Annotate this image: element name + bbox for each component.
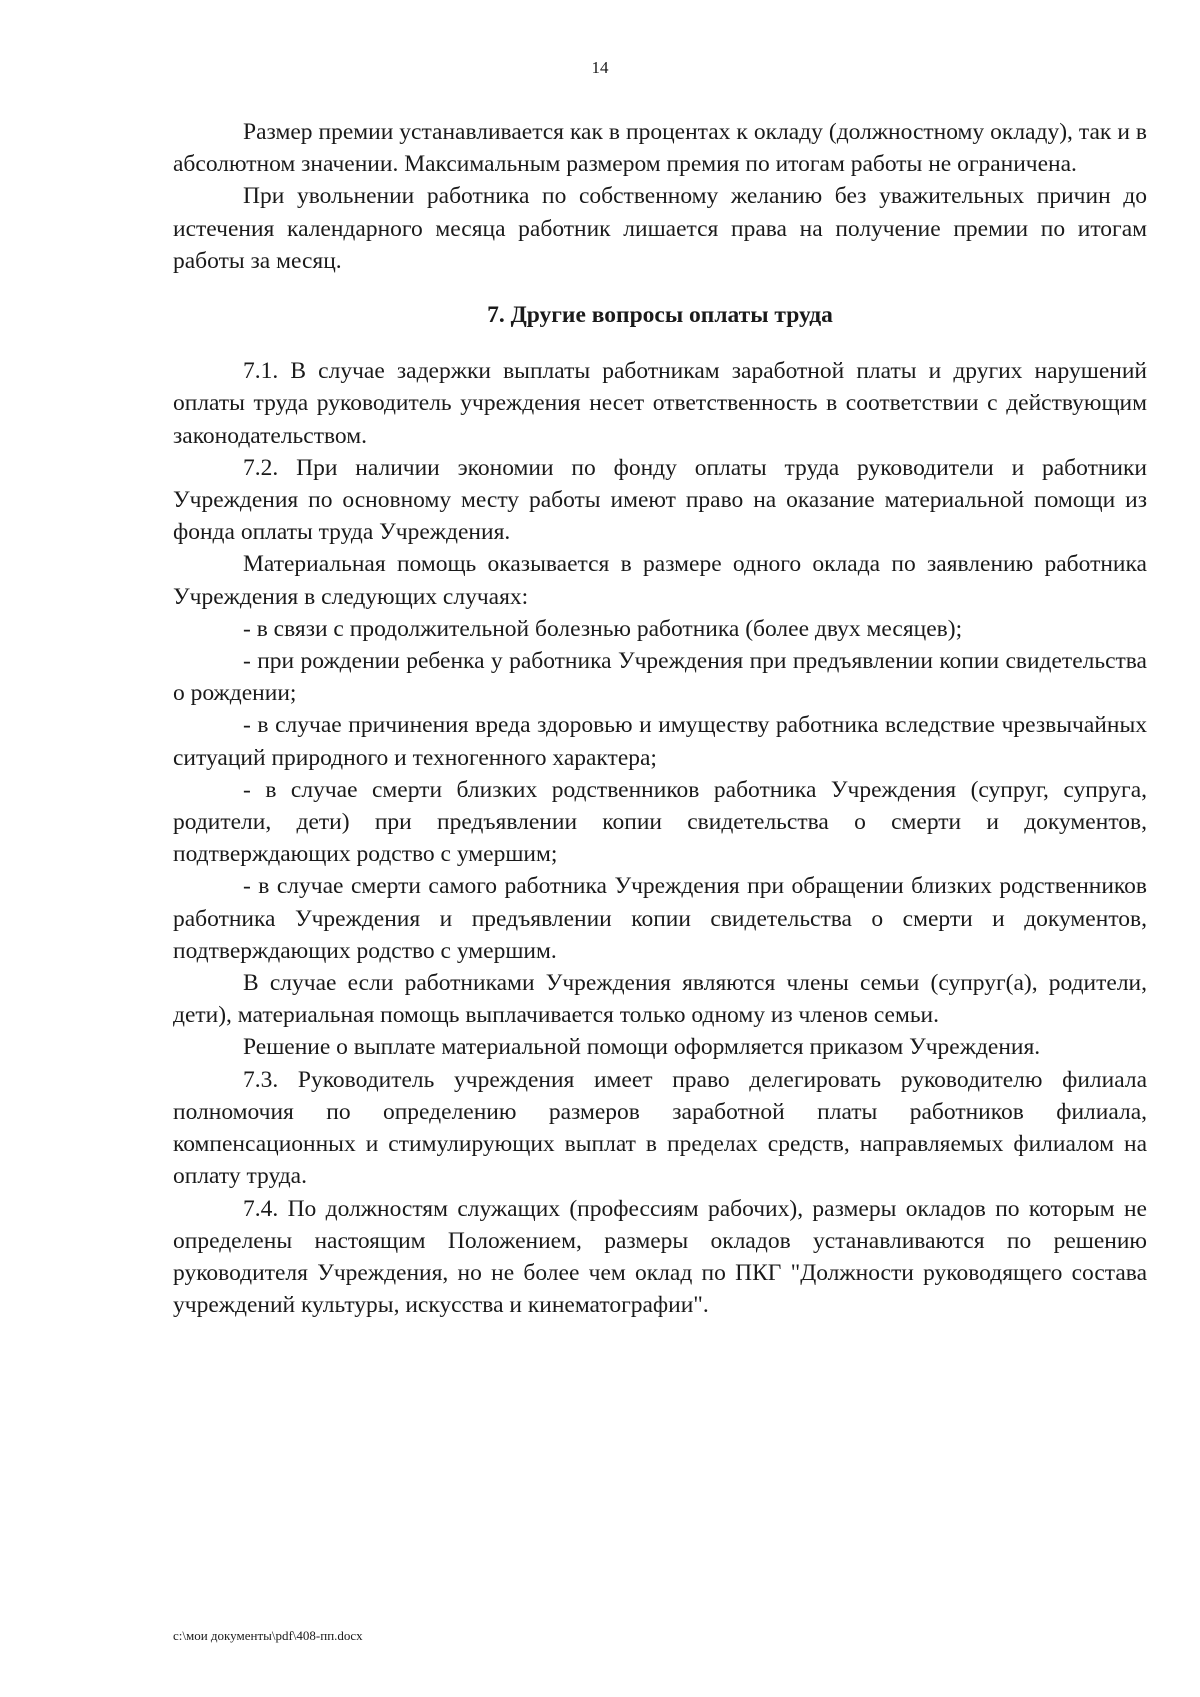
paragraph-family-members: В случае если работниками Учреждения являются члены семьи (супруг(а), родители, дети), материальная помощь выплачивается только одному из членов семьи. [173,970,1147,1029]
list-item-childbirth: - при рождении ребенка у работника Учреждения при предъявлении копии свидетельства о рождении; [173,648,1147,707]
paragraph-7-2: 7.2. При наличии экономии по фонду оплаты труда руководители и работники Учреждения по основному месту работы имеют право на оказание материальной помощи из фонда оплаты труда Учреждения. [173,454,1147,546]
section-title: 7. Другие вопросы оплаты труда [487,302,833,329]
list-item-illness: - в связи с продолжительной болезнью работника (более двух месяцев); [243,615,963,642]
footer-file-path: c:\мои документы\pdf\408-пп.docx [173,1628,363,1643]
paragraph-7-1: 7.1. В случае задержки выплаты работникам заработной платы и других нарушений оплаты труда руководитель учреждения несет ответственность в соответствии с действующим законодательством. [173,358,1147,449]
paragraph-7-4: 7.4. По должностям служащих (профессиям рабочих), размеры окладов по которым не определены настоящим Положением, размеры окладов устанавливаются по решению руководителя Учреждения, но не более чем оклад по ПКГ "Должности руководящего состава учреждений культуры, искусства и кинематографии". [173,1195,1147,1319]
paragraph-material-aid: Материальная помощь оказывается в размере одного оклада по заявлению работника Учреждения в следующих случаях: [173,551,1147,610]
list-item-employee-death: - в случае смерти самого работника Учреждения при обращении близких родственников работника Учреждения и предъявлении копии свидетельства о смерти и документов, подтверждающих родство с умершим. [173,873,1147,964]
page-number: 14 [591,58,609,77]
paragraph-dismissal: При увольнении работника по собственному желанию без уважительных причин до истечения календарного месяца работник лишается права на получение премии по итогам работы за месяц. [173,183,1147,274]
list-item-emergency: - в случае причинения вреда здоровью и имуществу работника вследствие чрезвычайных ситуаций природного и техногенного характера; [173,712,1147,771]
document-body [173,116,1147,1321]
paragraph-7-3: 7.3. Руководитель учреждения имеет право делегировать руководителю филиала полномочия по определению размеров заработной платы работников филиала, компенсационных и стимулирующих выплат в пределах средств, направляемых филиалом на оплату труда. [173,1066,1147,1190]
paragraph-decision: Решение о выплате материальной помощи оформляется приказом Учреждения. [243,1034,1041,1061]
list-item-relative-death: - в случае смерти близких родственников работника Учреждения (супруг, супруга, родители, дети) при предъявлении копии свидетельства о смерти и документов, подтверждающих родство с умершим; [173,776,1147,868]
paragraph-bonus-size: Размер премии устанавливается как в процентах к окладу (должностному окладу), так и в абсолютном значении. Максимальным размером премия по итогам работы не ограничена. [173,119,1147,178]
